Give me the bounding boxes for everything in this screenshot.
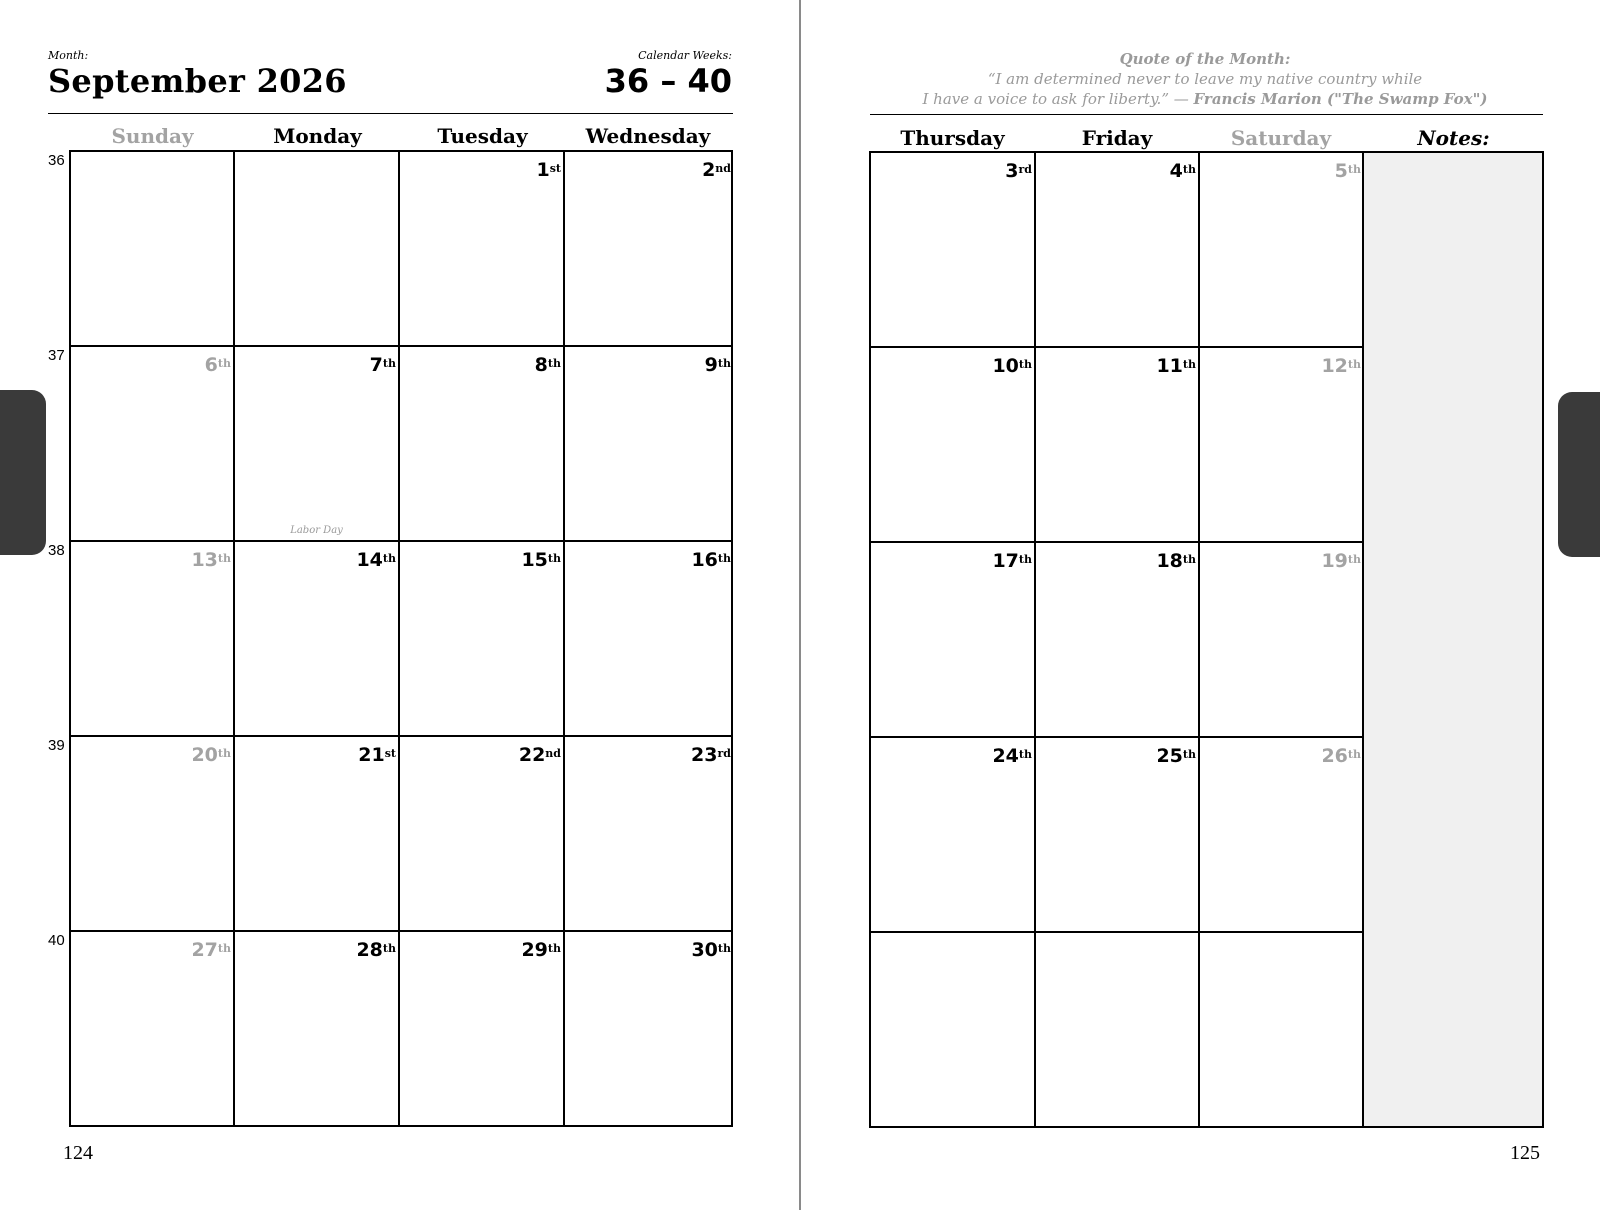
day-number bbox=[1321, 356, 1361, 376]
day-cell-sunday[interactable] bbox=[69, 150, 233, 345]
day-cell-monday[interactable] bbox=[233, 735, 398, 930]
day-number bbox=[992, 746, 1032, 766]
day-cell-monday[interactable] bbox=[233, 345, 398, 540]
day-number bbox=[702, 160, 731, 180]
day-header-wednesday: Wednesday bbox=[585, 124, 711, 148]
day-number-suffix: th bbox=[1182, 748, 1196, 761]
day-number bbox=[358, 745, 396, 765]
day-cell-thursday[interactable] bbox=[869, 541, 1034, 736]
day-number bbox=[356, 940, 396, 960]
page-number-right: 125 bbox=[1510, 1142, 1540, 1164]
day-number-suffix: th bbox=[547, 357, 561, 370]
day-number-suffix: th bbox=[217, 357, 231, 370]
day-cell-sunday[interactable] bbox=[69, 735, 233, 930]
day-number-value: 30 bbox=[691, 939, 718, 961]
day-number-value: 7 bbox=[369, 354, 383, 376]
calendar-weeks-label: Calendar Weeks: bbox=[638, 49, 732, 62]
day-number-value: 18 bbox=[1156, 550, 1183, 572]
index-tab-left[interactable] bbox=[0, 390, 46, 555]
day-cell-sunday[interactable] bbox=[69, 345, 233, 540]
day-number bbox=[691, 940, 731, 960]
day-number-value: 16 bbox=[691, 549, 718, 571]
quote-line-1: “I am determined never to leave my native country while bbox=[987, 70, 1423, 88]
day-cell-saturday[interactable] bbox=[1198, 736, 1363, 931]
day-number-value: 11 bbox=[1156, 355, 1183, 377]
day-number-suffix: th bbox=[717, 357, 731, 370]
day-number-value: 2 bbox=[702, 159, 716, 181]
quote-author: Francis Marion ("The Swamp Fox") bbox=[1193, 90, 1488, 108]
day-cell-friday[interactable] bbox=[1034, 931, 1198, 1126]
day-number-value: 12 bbox=[1321, 355, 1348, 377]
day-header-monday: Monday bbox=[273, 124, 362, 148]
day-number-value: 22 bbox=[518, 744, 546, 766]
day-number-suffix: st bbox=[549, 162, 561, 175]
day-number-value: 14 bbox=[356, 549, 383, 571]
day-number bbox=[535, 355, 561, 375]
book-spine bbox=[799, 0, 801, 1210]
day-cell-thursday[interactable] bbox=[869, 346, 1034, 541]
day-number bbox=[1170, 161, 1196, 181]
day-number-value: 5 bbox=[1334, 160, 1348, 182]
day-number-suffix: th bbox=[1018, 358, 1032, 371]
index-tab-right[interactable] bbox=[1558, 392, 1600, 557]
day-number bbox=[1321, 746, 1361, 766]
day-number-suffix: th bbox=[547, 552, 561, 565]
day-number-value: 20 bbox=[191, 744, 218, 766]
day-number bbox=[191, 550, 231, 570]
day-cell-thursday[interactable] bbox=[869, 151, 1034, 346]
day-number bbox=[1156, 551, 1196, 571]
day-number-suffix: th bbox=[1182, 358, 1196, 371]
day-number-value: 24 bbox=[992, 745, 1019, 767]
day-number-suffix: th bbox=[1347, 553, 1361, 566]
month-title: September 2026 bbox=[48, 62, 347, 100]
week-number-36: 36 bbox=[48, 152, 65, 169]
day-number bbox=[191, 940, 231, 960]
day-number bbox=[1156, 356, 1196, 376]
day-number-value: 10 bbox=[992, 355, 1019, 377]
week-number-37: 37 bbox=[48, 347, 65, 364]
day-number-suffix: th bbox=[382, 552, 396, 565]
day-number bbox=[1156, 746, 1196, 766]
day-number-suffix: th bbox=[547, 942, 561, 955]
day-cell-friday[interactable] bbox=[1034, 346, 1198, 541]
day-number-suffix: th bbox=[1018, 748, 1032, 761]
quote-title: Quote of the Month: bbox=[1119, 50, 1291, 68]
day-number-suffix: th bbox=[217, 747, 231, 760]
day-number bbox=[691, 745, 731, 765]
day-number-value: 15 bbox=[521, 549, 548, 571]
day-number-suffix: th bbox=[1018, 553, 1032, 566]
day-cell-tuesday[interactable] bbox=[398, 345, 563, 540]
day-number-suffix: th bbox=[1347, 748, 1361, 761]
day-number-value: 25 bbox=[1156, 745, 1183, 767]
day-cell-saturday[interactable] bbox=[1198, 346, 1363, 541]
day-cell-friday[interactable] bbox=[1034, 736, 1198, 931]
day-cell-wednesday[interactable] bbox=[563, 345, 733, 540]
page-number-left: 124 bbox=[63, 1142, 93, 1164]
quote-of-the-month bbox=[870, 49, 1540, 109]
day-number-value: 29 bbox=[521, 939, 548, 961]
day-number bbox=[519, 745, 561, 765]
day-number-value: 26 bbox=[1321, 745, 1348, 767]
day-number bbox=[705, 355, 731, 375]
day-number-suffix: st bbox=[384, 747, 396, 760]
day-number-value: 9 bbox=[704, 354, 718, 376]
day-cell-sunday[interactable] bbox=[69, 540, 233, 735]
day-header-tuesday: Tuesday bbox=[437, 124, 528, 148]
day-number bbox=[691, 550, 731, 570]
holiday-label: Labor Day bbox=[290, 525, 343, 536]
day-number-value: 1 bbox=[536, 159, 550, 181]
day-number-suffix: rd bbox=[717, 747, 731, 760]
calendar-weeks-range: 36 – 40 bbox=[604, 62, 732, 100]
week-number-38: 38 bbox=[48, 542, 65, 559]
day-cell-friday[interactable] bbox=[1034, 151, 1198, 346]
day-number-suffix: th bbox=[217, 942, 231, 955]
week-number-39: 39 bbox=[48, 737, 65, 754]
day-number bbox=[205, 355, 231, 375]
day-number bbox=[536, 160, 561, 180]
day-number bbox=[1335, 161, 1361, 181]
week-number-40: 40 bbox=[48, 932, 65, 949]
day-cell-wednesday[interactable] bbox=[563, 540, 733, 735]
right-header-rule bbox=[870, 114, 1543, 115]
day-cell-saturday[interactable] bbox=[1198, 541, 1363, 736]
day-number-value: 13 bbox=[191, 549, 218, 571]
notes-header: Notes: bbox=[1417, 126, 1490, 150]
day-cell-friday[interactable] bbox=[1034, 541, 1198, 736]
day-number-suffix: rd bbox=[1018, 163, 1032, 176]
day-header-sunday: Sunday bbox=[111, 124, 194, 148]
day-cell-tuesday[interactable] bbox=[398, 930, 563, 1125]
day-header-friday: Friday bbox=[1081, 126, 1153, 150]
day-header-saturday: Saturday bbox=[1230, 126, 1332, 150]
day-number bbox=[521, 550, 561, 570]
day-number-suffix: th bbox=[717, 552, 731, 565]
day-number-suffix: th bbox=[382, 942, 396, 955]
day-number-value: 27 bbox=[191, 939, 218, 961]
day-number-suffix: th bbox=[1182, 553, 1196, 566]
day-number bbox=[191, 745, 231, 765]
day-number bbox=[1321, 551, 1361, 571]
day-cell-wednesday[interactable] bbox=[563, 735, 733, 930]
day-number-suffix: th bbox=[1347, 358, 1361, 371]
day-cell-saturday[interactable] bbox=[1198, 151, 1363, 346]
day-number-value: 21 bbox=[358, 744, 385, 766]
day-number-value: 28 bbox=[356, 939, 383, 961]
day-number bbox=[992, 356, 1032, 376]
day-cell-tuesday[interactable] bbox=[398, 150, 563, 345]
left-header-rule bbox=[48, 113, 733, 114]
day-number-value: 17 bbox=[992, 550, 1019, 572]
day-cell-tuesday[interactable] bbox=[398, 735, 563, 930]
day-cell-thursday[interactable] bbox=[869, 736, 1034, 931]
day-number bbox=[521, 940, 561, 960]
day-cell-sunday[interactable] bbox=[69, 930, 233, 1125]
day-cell-tuesday[interactable] bbox=[398, 540, 563, 735]
day-number bbox=[370, 355, 396, 375]
quote-line-2 bbox=[870, 89, 1540, 109]
day-number-suffix: th bbox=[217, 552, 231, 565]
day-number-value: 3 bbox=[1005, 160, 1019, 182]
day-number bbox=[1005, 161, 1032, 181]
day-number-value: 6 bbox=[204, 354, 218, 376]
day-header-thursday: Thursday bbox=[900, 126, 1005, 150]
day-cell-thursday[interactable] bbox=[869, 931, 1034, 1126]
day-number-value: 4 bbox=[1169, 160, 1183, 182]
day-cell-wednesday[interactable] bbox=[563, 930, 733, 1125]
day-number-suffix: th bbox=[1347, 163, 1361, 176]
day-number-value: 23 bbox=[691, 744, 718, 766]
quote-dash: — bbox=[1169, 90, 1194, 108]
day-number-suffix: th bbox=[1182, 163, 1196, 176]
day-number bbox=[992, 551, 1032, 571]
day-cell-wednesday[interactable] bbox=[563, 150, 733, 345]
day-number-suffix: nd bbox=[715, 162, 731, 175]
day-number-suffix: th bbox=[717, 942, 731, 955]
day-cell-monday[interactable] bbox=[233, 540, 398, 735]
day-cell-monday[interactable] bbox=[233, 930, 398, 1125]
day-number-value: 19 bbox=[1321, 550, 1348, 572]
day-number-value: 8 bbox=[534, 354, 548, 376]
quote-text-end: I have a voice to ask for liberty.” bbox=[922, 90, 1169, 108]
day-number bbox=[356, 550, 396, 570]
day-number-suffix: nd bbox=[545, 747, 561, 760]
notes-area[interactable] bbox=[1362, 151, 1544, 1128]
day-cell-monday[interactable] bbox=[233, 150, 398, 345]
day-number-suffix: th bbox=[382, 357, 396, 370]
month-label: Month: bbox=[48, 49, 89, 62]
day-cell-saturday[interactable] bbox=[1198, 931, 1363, 1126]
